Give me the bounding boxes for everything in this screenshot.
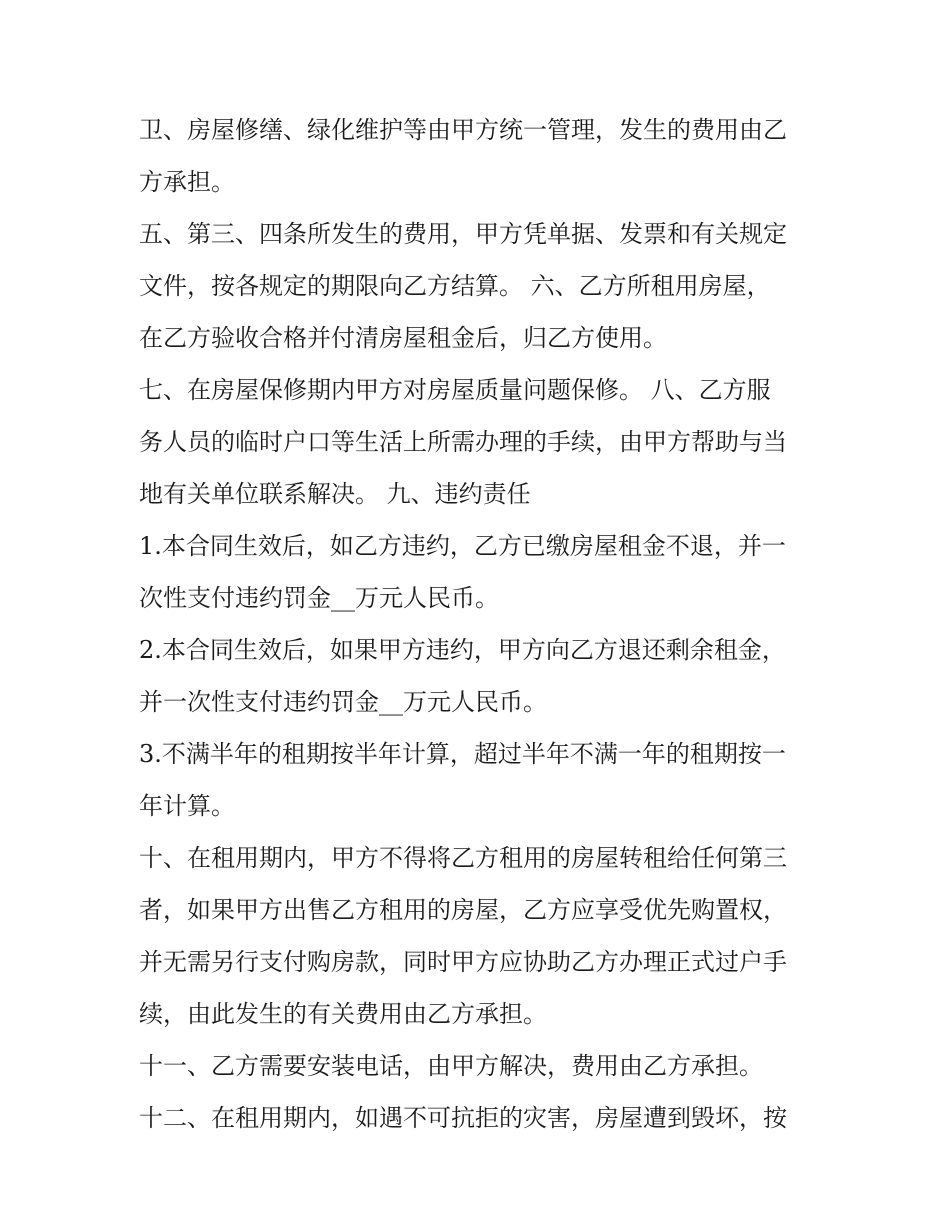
text-line: 卫、房屋修缮、绿化维护等由甲方统一管理，发生的费用由乙 [139, 116, 787, 144]
text-line: 方承担。 [139, 168, 235, 196]
text-line: 十二、在租用期内，如遇不可抗拒的灾害，房屋遭到毁坏，按 [139, 1104, 787, 1132]
text-line: 者，如果甲方出售乙方租用的房屋，乙方应享受优先购置权， [139, 896, 787, 924]
text-line: 续，由此发生的有关费用由乙方承担。 [139, 1000, 547, 1028]
text-line: 十、在租用期内，甲方不得将乙方租用的房屋转租给任何第三 [139, 844, 787, 872]
text-line: 1.本合同生效后，如乙方违约，乙方已缴房屋租金不退，并一 [139, 532, 786, 560]
text-line: 2.本合同生效后，如果甲方违约，甲方向乙方退还剩余租金， [139, 636, 786, 664]
text-line: 文件，按各规定的期限向乙方结算。 六、乙方所租用房屋， [139, 272, 771, 300]
contract-text [139, 104, 829, 1144]
text-line: 地有关单位联系解决。 九、违约责任 [139, 480, 531, 508]
text-line: 3.不满半年的租期按半年计算，超过半年不满一年的租期按一 [139, 740, 786, 768]
text-line: 并一次性支付违约罚金__万元人民币。 [139, 688, 547, 716]
text-line: 五、第三、四条所发生的费用，甲方凭单据、发票和有关规定 [139, 220, 787, 248]
text-line: 并无需另行支付购房款，同时甲方应协助乙方办理正式过户手 [139, 948, 787, 976]
text-line: 十一、乙方需要安装电话，由甲方解决，费用由乙方承担。 [139, 1052, 763, 1080]
text-line: 在乙方验收合格并付清房屋租金后，归乙方使用。 [139, 324, 667, 352]
text-line: 务人员的临时户口等生活上所需办理的手续，由甲方帮助与当 [139, 428, 787, 456]
text-line: 次性支付违约罚金__万元人民币。 [139, 584, 499, 612]
text-line: 七、在房屋保修期内甲方对房屋质量问题保修。 八、乙方服 [139, 376, 771, 404]
text-line: 年计算。 [139, 792, 235, 820]
